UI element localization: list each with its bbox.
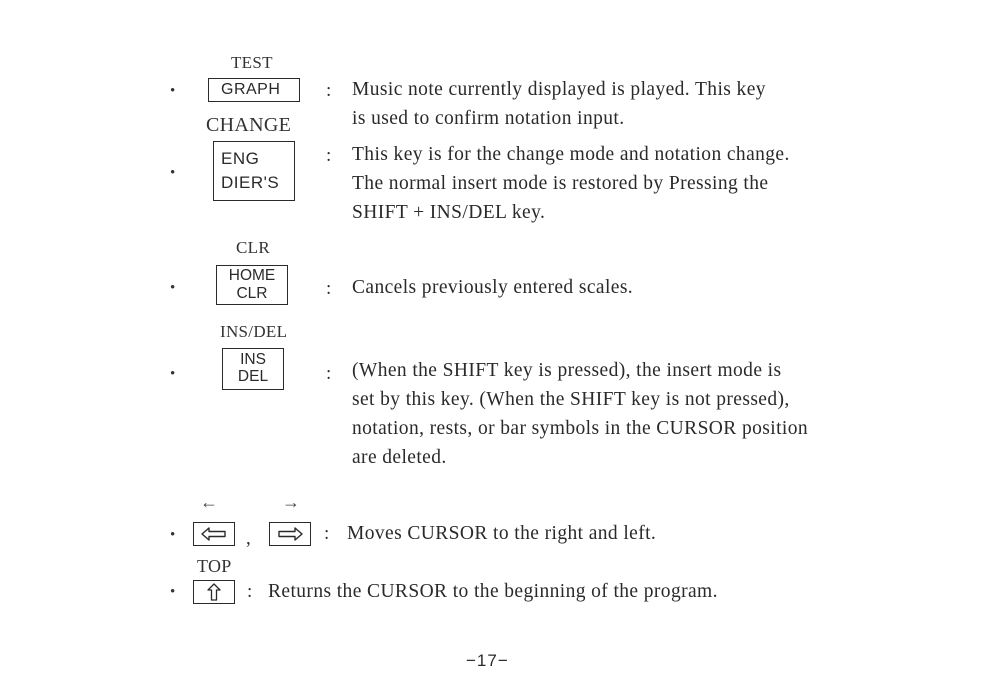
desc-line: SHIFT + INS/DEL key. — [352, 202, 546, 223]
desc-line: is used to confirm notation input. — [352, 108, 625, 129]
up-arrow-icon — [207, 583, 221, 601]
right-arrow-icon — [277, 527, 303, 541]
graph-key — [208, 78, 300, 102]
key-top-label-insdel: INS/DEL — [220, 322, 288, 341]
description-insdel — [352, 356, 808, 472]
separator: , — [246, 528, 251, 549]
cursor-left-key — [193, 522, 235, 546]
cursor-right-key — [269, 522, 311, 546]
key-label: HOME — [228, 267, 276, 284]
key-label: ENG — [221, 149, 260, 168]
home-clr-key — [216, 265, 288, 305]
desc-line: notation, rests, or bar symbols in the CURSOR position — [352, 418, 809, 439]
eng-diers-key — [213, 141, 295, 201]
desc-line: are deleted. — [352, 447, 447, 468]
bullet: • — [170, 584, 176, 600]
colon: : — [326, 80, 332, 101]
desc-line: set by this key. (When the SHIFT key is not pressed), — [352, 389, 790, 410]
left-arrow-label: ← — [200, 492, 218, 512]
description-test — [352, 75, 766, 133]
description-top: Returns the CURSOR to the beginning of the program. — [268, 581, 718, 602]
colon: : — [247, 581, 253, 602]
key-top-label-test: TEST — [231, 53, 273, 72]
desc-line: Music note currently displayed is played. This key — [352, 79, 766, 100]
key-top-label-top: TOP — [197, 556, 232, 576]
page-number: −17− — [466, 651, 509, 670]
colon: : — [326, 278, 332, 299]
colon: : — [326, 363, 332, 384]
cursor-top-key — [193, 580, 235, 604]
key-label: DEL — [237, 368, 269, 385]
bullet: • — [170, 366, 176, 382]
desc-line: Cancels previously entered scales. — [352, 277, 634, 298]
description-cursor: Moves CURSOR to the right and left. — [347, 523, 657, 544]
bullet: • — [170, 280, 176, 296]
ins-del-key — [222, 348, 284, 390]
left-arrow-icon — [201, 527, 227, 541]
key-label: DIER'S — [221, 173, 280, 192]
key-label: INS — [240, 351, 266, 368]
key-top-label-change: CHANGE — [206, 114, 292, 136]
desc-line: The normal insert mode is restored by Pressing the — [352, 173, 769, 194]
desc-line: (When the SHIFT key is pressed), the insert mode is — [352, 360, 782, 381]
bullet: • — [170, 527, 176, 543]
key-label: GRAPH — [221, 81, 281, 98]
description-change — [352, 140, 790, 227]
colon: : — [324, 523, 330, 544]
bullet: • — [170, 83, 176, 99]
key-label: CLR — [236, 285, 268, 302]
bullet: • — [170, 165, 176, 181]
description-clr — [352, 273, 633, 302]
desc-line: This key is for the change mode and notation change. — [352, 144, 790, 165]
colon: : — [326, 145, 332, 166]
key-top-label-clr: CLR — [236, 238, 270, 257]
right-arrow-label: → — [282, 492, 300, 512]
